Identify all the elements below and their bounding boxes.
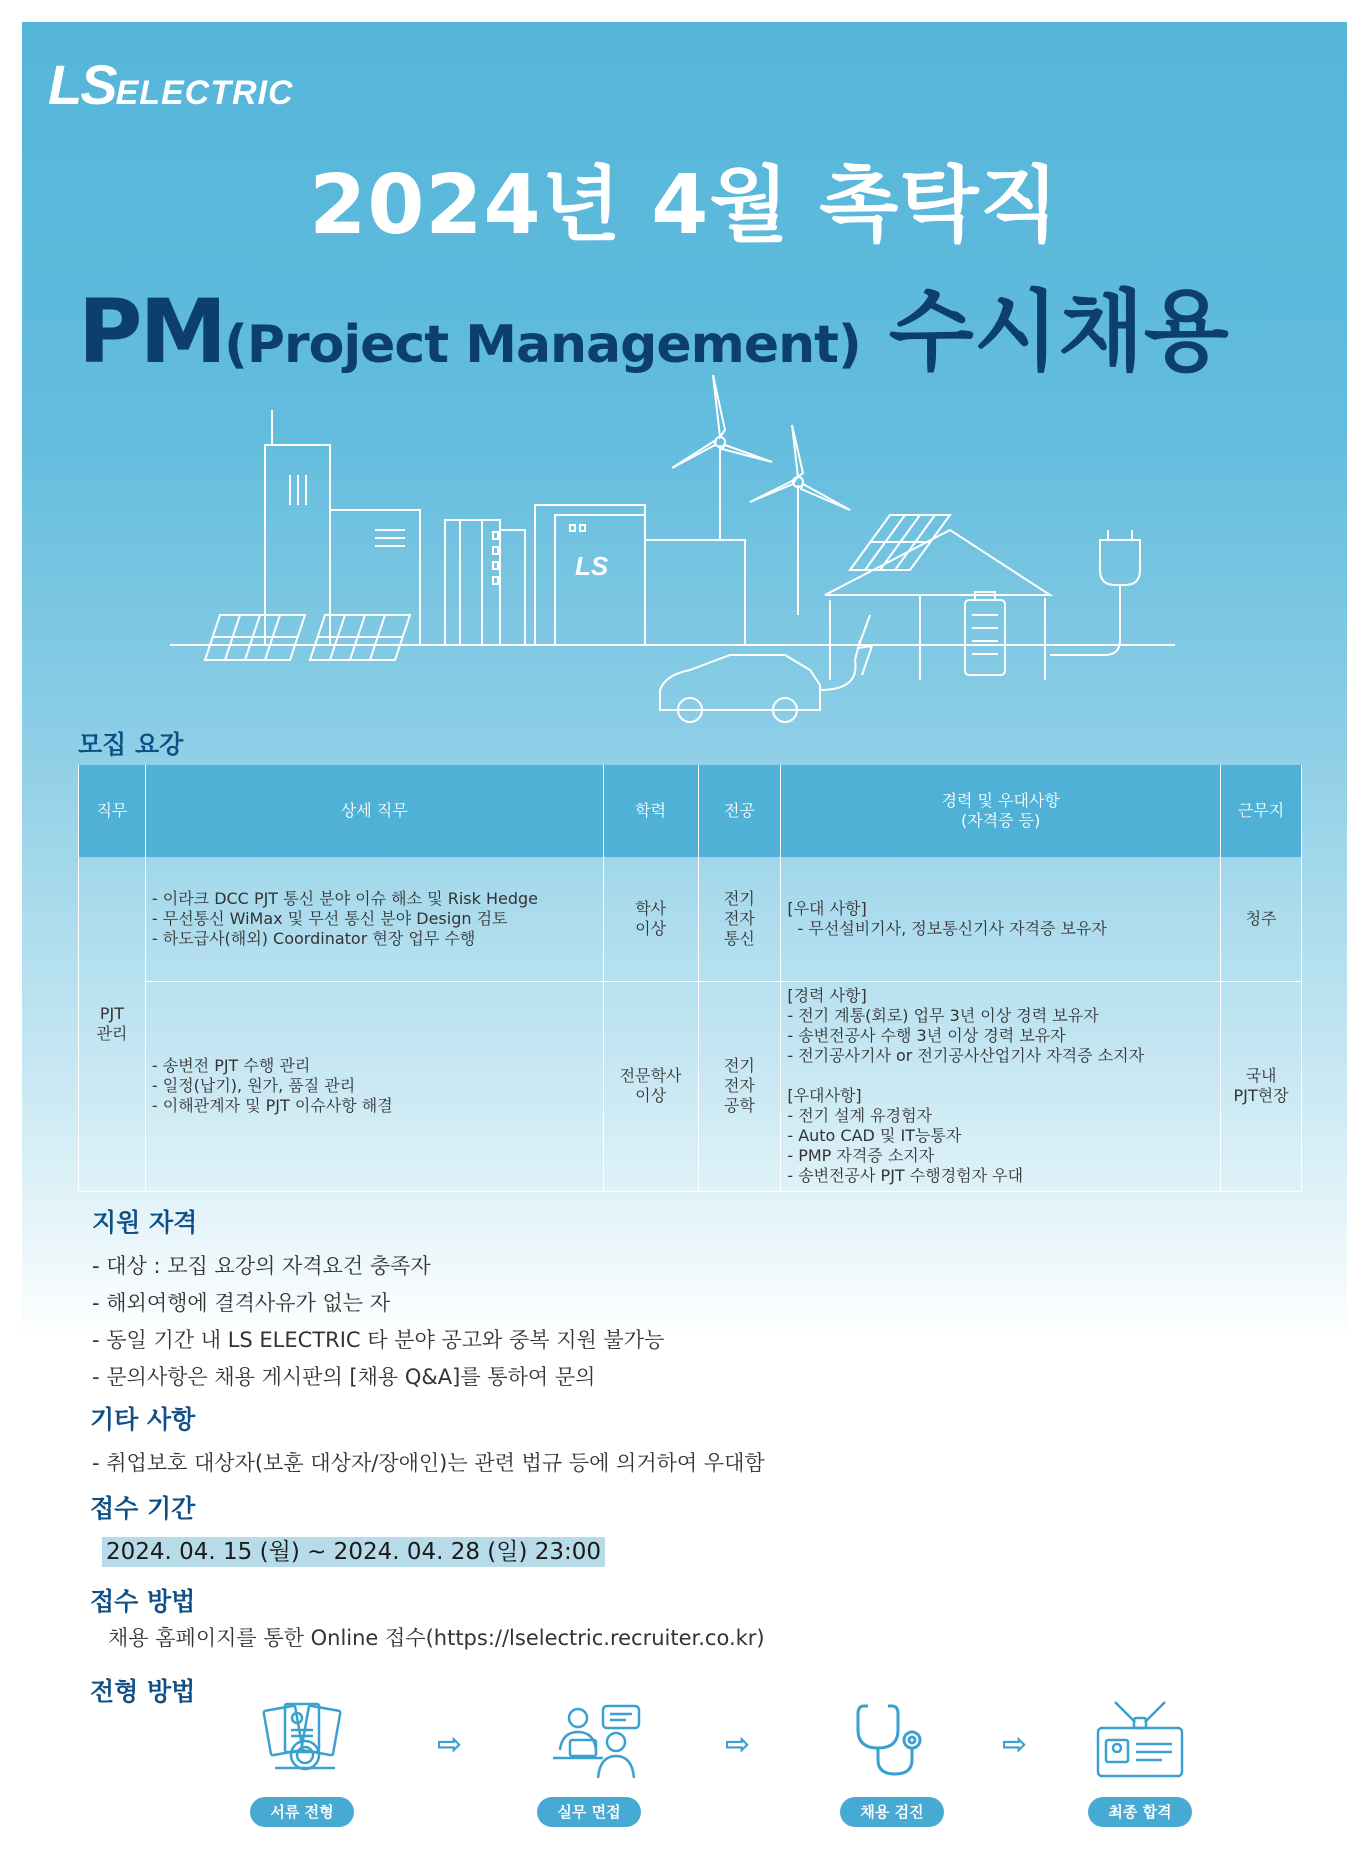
experience-cell: [경력 사항] - 전기 계통(회로) 업무 3년 이상 경력 보유자 - 송변전공사 수행 3년 이상 경력 보유자 - 전기공사기사 or 전기공사산업기사 자격증 소지자 [우대사항] - 전기 설계 유경험자 - Auto CAD 및 IT능통자 - PMP 자격증 소지자 - 송변전공사 PJT 수행경험자 우대 <box>781 981 1221 1191</box>
period-value: 2024. 04. 15 (월) ~ 2024. 04. 28 (일) 23:00 <box>102 1533 605 1566</box>
process-title: 전형 방법 <box>90 1677 196 1706</box>
col-education: 학력 <box>603 765 698 857</box>
step-document-screening: 서류 전형 <box>250 1797 354 1827</box>
step-final-pass: 최종 합격 <box>1088 1797 1192 1827</box>
method-value: 채용 홈페이지를 통한 Online 접수(https://lselectric.recruiter.co.kr) <box>108 1626 765 1650</box>
energy-city-illustration <box>160 370 1200 730</box>
location-cell: 청주 <box>1221 857 1302 981</box>
table-row <box>79 857 1302 981</box>
major-cell: 전기 전자 통신 <box>698 857 781 981</box>
documents-icon <box>255 1700 355 1780</box>
qualification-item: - 해외여행에 결격사유가 없는 자 <box>92 1291 390 1315</box>
arrow-right-icon: ⇨ <box>725 1727 751 1762</box>
step-medical-checkup: 채용 검진 <box>840 1797 944 1827</box>
col-major: 전공 <box>698 765 781 857</box>
period-title: 접수 기간 <box>90 1494 196 1523</box>
recruit-table <box>78 765 1302 1192</box>
step-practical-interview: 실무 면접 <box>537 1797 641 1827</box>
table-row <box>79 981 1302 1191</box>
qualification-item: - 문의사항은 채용 게시판의 [채용 Q&A]를 통하여 문의 <box>92 1365 596 1389</box>
qualification-item: - 대상 : 모집 요강의 자격요건 충족자 <box>92 1254 431 1278</box>
qualification-title: 지원 자격 <box>92 1208 198 1237</box>
stethoscope-icon <box>850 1700 950 1780</box>
job-cell: PJT 관리 <box>79 857 146 1191</box>
table-header-row <box>79 765 1302 857</box>
arrow-right-icon: ⇨ <box>1002 1727 1028 1762</box>
col-job: 직무 <box>79 765 146 857</box>
title-line1: 2024년 4월 촉탁직 <box>309 158 1060 253</box>
experience-cell: [우대 사항] - 무선설비기사, 정보통신기사 자격증 보유자 <box>781 857 1221 981</box>
title-pm: PM <box>78 280 225 383</box>
detail-cell: - 송변전 PJT 수행 관리 - 일정(납기), 원가, 품질 관리 - 이해관계자 및 PJT 이슈사항 해결 <box>145 981 603 1191</box>
ls-electric-logo: LSELECTRIC <box>48 53 294 116</box>
education-cell: 학사 이상 <box>603 857 698 981</box>
col-detail: 상세 직무 <box>145 765 603 857</box>
title-recruit: 수시채용 <box>888 280 1229 383</box>
detail-cell: - 이라크 DCC PJT 통신 분야 이슈 해소 및 Risk Hedge - 무선통신 WiMax 및 무선 통신 분야 Design 검토 - 하도급사(해외) Coordinator 현장 업무 수행 <box>145 857 603 981</box>
etc-title: 기타 사항 <box>90 1405 196 1434</box>
arrow-right-icon: ⇨ <box>437 1727 463 1762</box>
education-cell: 전문학사 이상 <box>603 981 698 1191</box>
interview-icon <box>548 1700 648 1780</box>
col-experience: 경력 및 우대사항 (자격증 등) <box>781 765 1221 857</box>
title-project-management: (Project Management) <box>224 315 861 375</box>
method-title: 접수 방법 <box>90 1587 196 1616</box>
id-card-icon <box>1090 1700 1190 1780</box>
col-location: 근무지 <box>1221 765 1302 857</box>
location-cell: 국내 PJT현장 <box>1221 981 1302 1191</box>
recruit-section-title: 모집 요강 <box>78 730 184 759</box>
major-cell: 전기 전자 공학 <box>698 981 781 1191</box>
etc-item: - 취업보호 대상자(보훈 대상자/장애인)는 관련 법규 등에 의거하여 우대함 <box>92 1451 765 1475</box>
qualification-item: - 동일 기간 내 LS ELECTRIC 타 분야 공고와 중복 지원 불가능 <box>92 1328 665 1352</box>
svg-text:LS: LS <box>575 551 609 581</box>
